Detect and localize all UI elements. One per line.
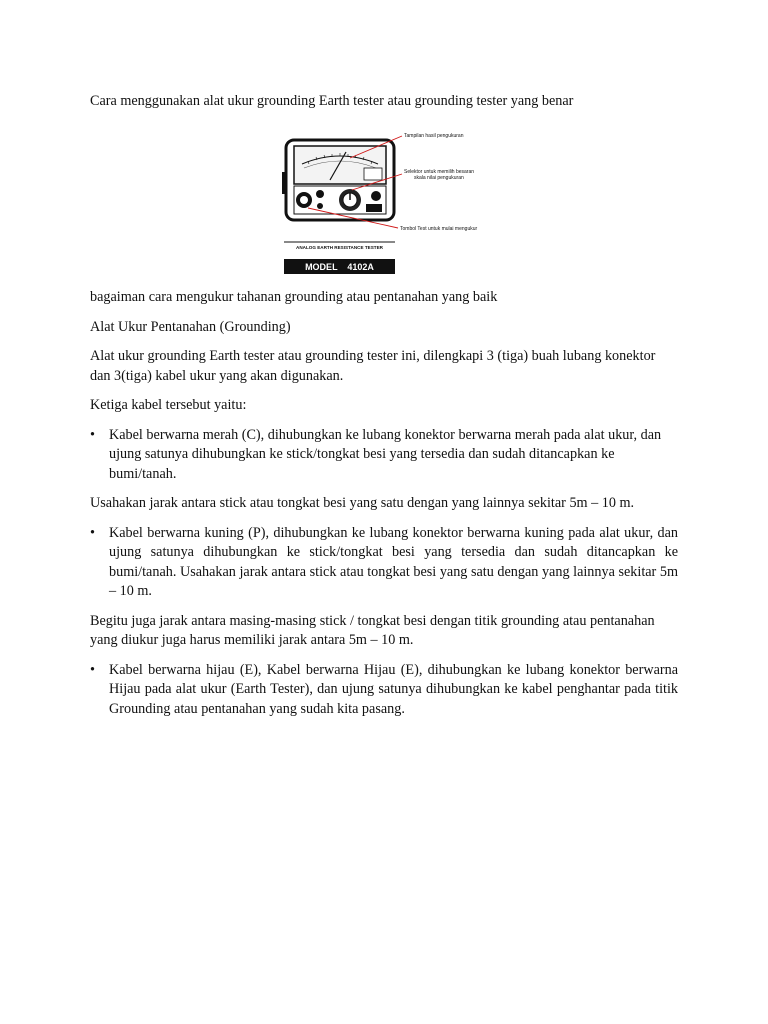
connector-e bbox=[316, 190, 324, 198]
paragraph-intro: bagaiman cara mengukur tahanan grounding atau pentanahan yang baik bbox=[90, 289, 498, 305]
callout-label-display: Tampilan hasil pengukuran bbox=[404, 133, 464, 139]
bullet-icon: • bbox=[90, 524, 95, 541]
document-title: Cara menggunakan alat ukur grounding Earth tester atau grounding tester yang benar bbox=[90, 93, 574, 109]
list-item bbox=[90, 524, 678, 602]
list-item-text: Kabel berwarna kuning (P), dihubungkan ke lubang konektor berwarna kuning pada alat ukur, dan ujung satunya dihubungkan ke stick/tongkat besi yang tersedia dan sudah ditancapkan ke bumi/tanah. Usahakan jarak antara stick atau tongkat besi yang satu dengan yang lainnya sekitar 5m – 10 m. bbox=[109, 524, 678, 599]
test-button-center bbox=[300, 196, 308, 204]
paragraph-cable-list-intro: Ketiga kabel tersebut yaitu: bbox=[90, 397, 247, 413]
callout-label-selector: Selektor untuk memilih besaran skala nilai pengukuran bbox=[404, 169, 475, 181]
paragraph-distance-note: Usahakan jarak antara stick atau tongkat besi yang satu dengan yang lainnya sekitar 5m – 10 m. bbox=[90, 495, 635, 511]
connector-p bbox=[317, 203, 323, 209]
list-item bbox=[90, 426, 678, 485]
model-label-top: ANALOG EARTH RESISTANCE TESTER bbox=[296, 245, 383, 250]
earth-tester-illustration bbox=[280, 124, 510, 276]
list-item-text: Kabel berwarna hijau (E), Kabel berwarna Hijau (E), dihubungkan ke lubang konektor berwarna Hijau pada alat ukur (Earth Tester), dan ujung satunya dihubungkan ke kabel penghantar pada titik Grounding atau pentanahan yang sudah kita pasang. bbox=[109, 661, 678, 717]
callout-label-test-button: Tombol Test untuk mulai mengukur bbox=[400, 226, 478, 232]
connector-c bbox=[371, 191, 381, 201]
paragraph-grounding-distance: Begitu juga jarak antara masing-masing stick / tongkat besi dengan titik grounding atau pentanahan yang diukur juga harus memiliki jarak antara 5m – 10 m. bbox=[90, 612, 655, 648]
document-body bbox=[90, 288, 678, 729]
meter-brand-plate bbox=[364, 168, 382, 180]
bullet-icon: • bbox=[90, 661, 95, 678]
cable-list-green bbox=[90, 661, 678, 720]
list-item bbox=[90, 661, 678, 720]
earth-tester-figure bbox=[280, 124, 510, 276]
paragraph-heading: Alat Ukur Pentanahan (Grounding) bbox=[90, 318, 291, 335]
model-label-text: MODEL 4102A bbox=[305, 262, 374, 272]
bullet-icon: • bbox=[90, 426, 95, 443]
paragraph-description: Alat ukur grounding Earth tester atau grounding tester ini, dilengkapi 3 (tiga) buah lubang konektor dan 3(tiga) kabel ukur yang akan digunakan. bbox=[90, 348, 656, 384]
cable-list-yellow bbox=[90, 524, 678, 602]
list-item-text: Kabel berwarna merah (C), dihubungkan ke lubang konektor berwarna merah pada alat ukur, dan ujung satunya dihubungkan ke stick/tongkat besi yang tersedia dan sudah ditancapkan ke bumi/tanah. bbox=[109, 426, 662, 482]
cable-list-red bbox=[90, 426, 678, 485]
battery-check-label bbox=[366, 204, 382, 212]
device-clip-left bbox=[282, 172, 287, 194]
